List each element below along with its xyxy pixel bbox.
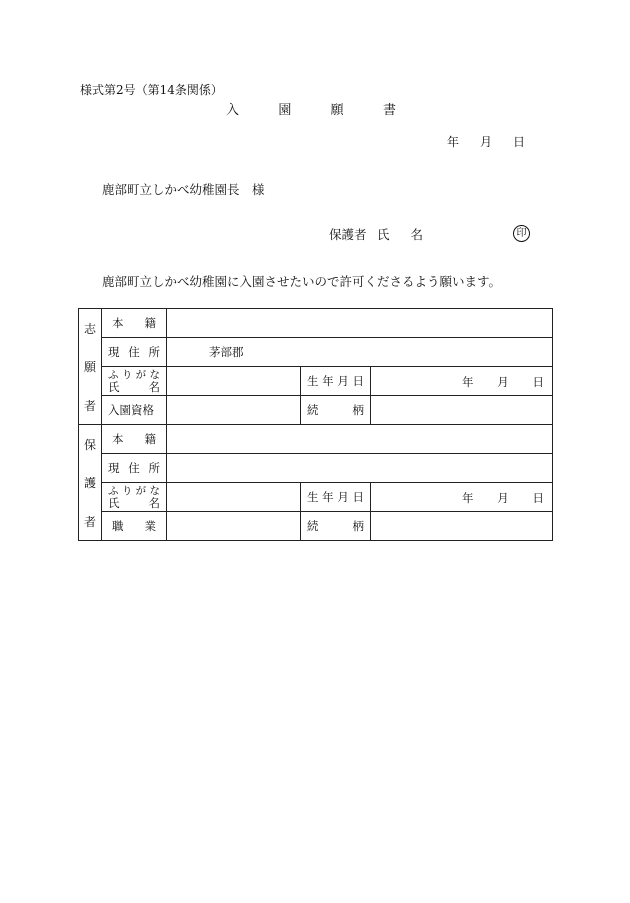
guardian-occupation-field[interactable] [167,512,301,541]
guardian-signature-line [329,225,423,243]
title-char: 園 [278,103,292,118]
guardian-relation-field[interactable] [371,512,553,541]
applicant-qualification-label: 入園資格 [102,396,167,425]
title-char: 書 [382,103,396,118]
submission-date [447,133,525,150]
applicant-relation-label: 続 柄 [301,396,371,425]
guardian-occupation-label: 職 業 [102,512,167,541]
applicant-birthdate-label: 生 年 月 日 [301,367,371,396]
document-title [226,99,396,118]
guardian-address-field[interactable] [167,454,553,483]
table-row [79,512,553,541]
table-row [79,425,553,454]
applicant-address-label: 現 住 所 [102,338,167,367]
guardian-name-label: ふ り が な 氏 名 [102,483,167,512]
applicant-honseki-field[interactable] [167,309,553,338]
day-label: 日 [512,135,525,149]
application-table [78,308,553,541]
guardian-label: 保護者 [329,227,367,242]
applicant-birthdate-field[interactable]: 年 月 日 [371,367,553,396]
table-row [79,367,553,396]
guardian-name-field[interactable] [167,483,301,512]
year-label: 年 [447,135,460,149]
applicant-name-field[interactable] [167,367,301,396]
applicant-address-field[interactable]: 茅部郡 [167,338,553,367]
table-row [79,396,553,425]
applicant-honseki-label: 本 籍 [102,309,167,338]
applicant-section-label: 志 願 者 [79,309,102,425]
addressee: 鹿部町立しかべ幼稚園長 様 [102,182,265,197]
table-row [79,309,553,338]
guardian-honseki-field[interactable] [167,425,553,454]
guardian-honseki-label: 本 籍 [102,425,167,454]
table-row [79,483,553,512]
table-row [79,338,553,367]
guardian-birthdate-label: 生 年 月 日 [301,483,371,512]
month-label: 月 [479,135,492,149]
guardian-section-label: 保 護 者 [79,425,102,541]
table-row [79,454,553,483]
seal-icon: 印 [513,225,530,242]
form-number: 様式第2号（第14条関係） [80,83,223,97]
guardian-address-label: 現 住 所 [102,454,167,483]
title-char: 願 [330,103,344,118]
guardian-name-label: 氏 名 [377,227,423,242]
guardian-birthdate-field[interactable]: 年 月 日 [371,483,553,512]
applicant-relation-field[interactable] [371,396,553,425]
guardian-relation-label: 続 柄 [301,512,371,541]
applicant-name-label: ふ り が な 氏 名 [102,367,167,396]
applicant-qualification-field[interactable] [167,396,301,425]
title-char: 入 [226,103,240,118]
request-statement: 鹿部町立しかべ幼稚園に入園させたいので許可くださるよう願います。 [102,274,502,289]
